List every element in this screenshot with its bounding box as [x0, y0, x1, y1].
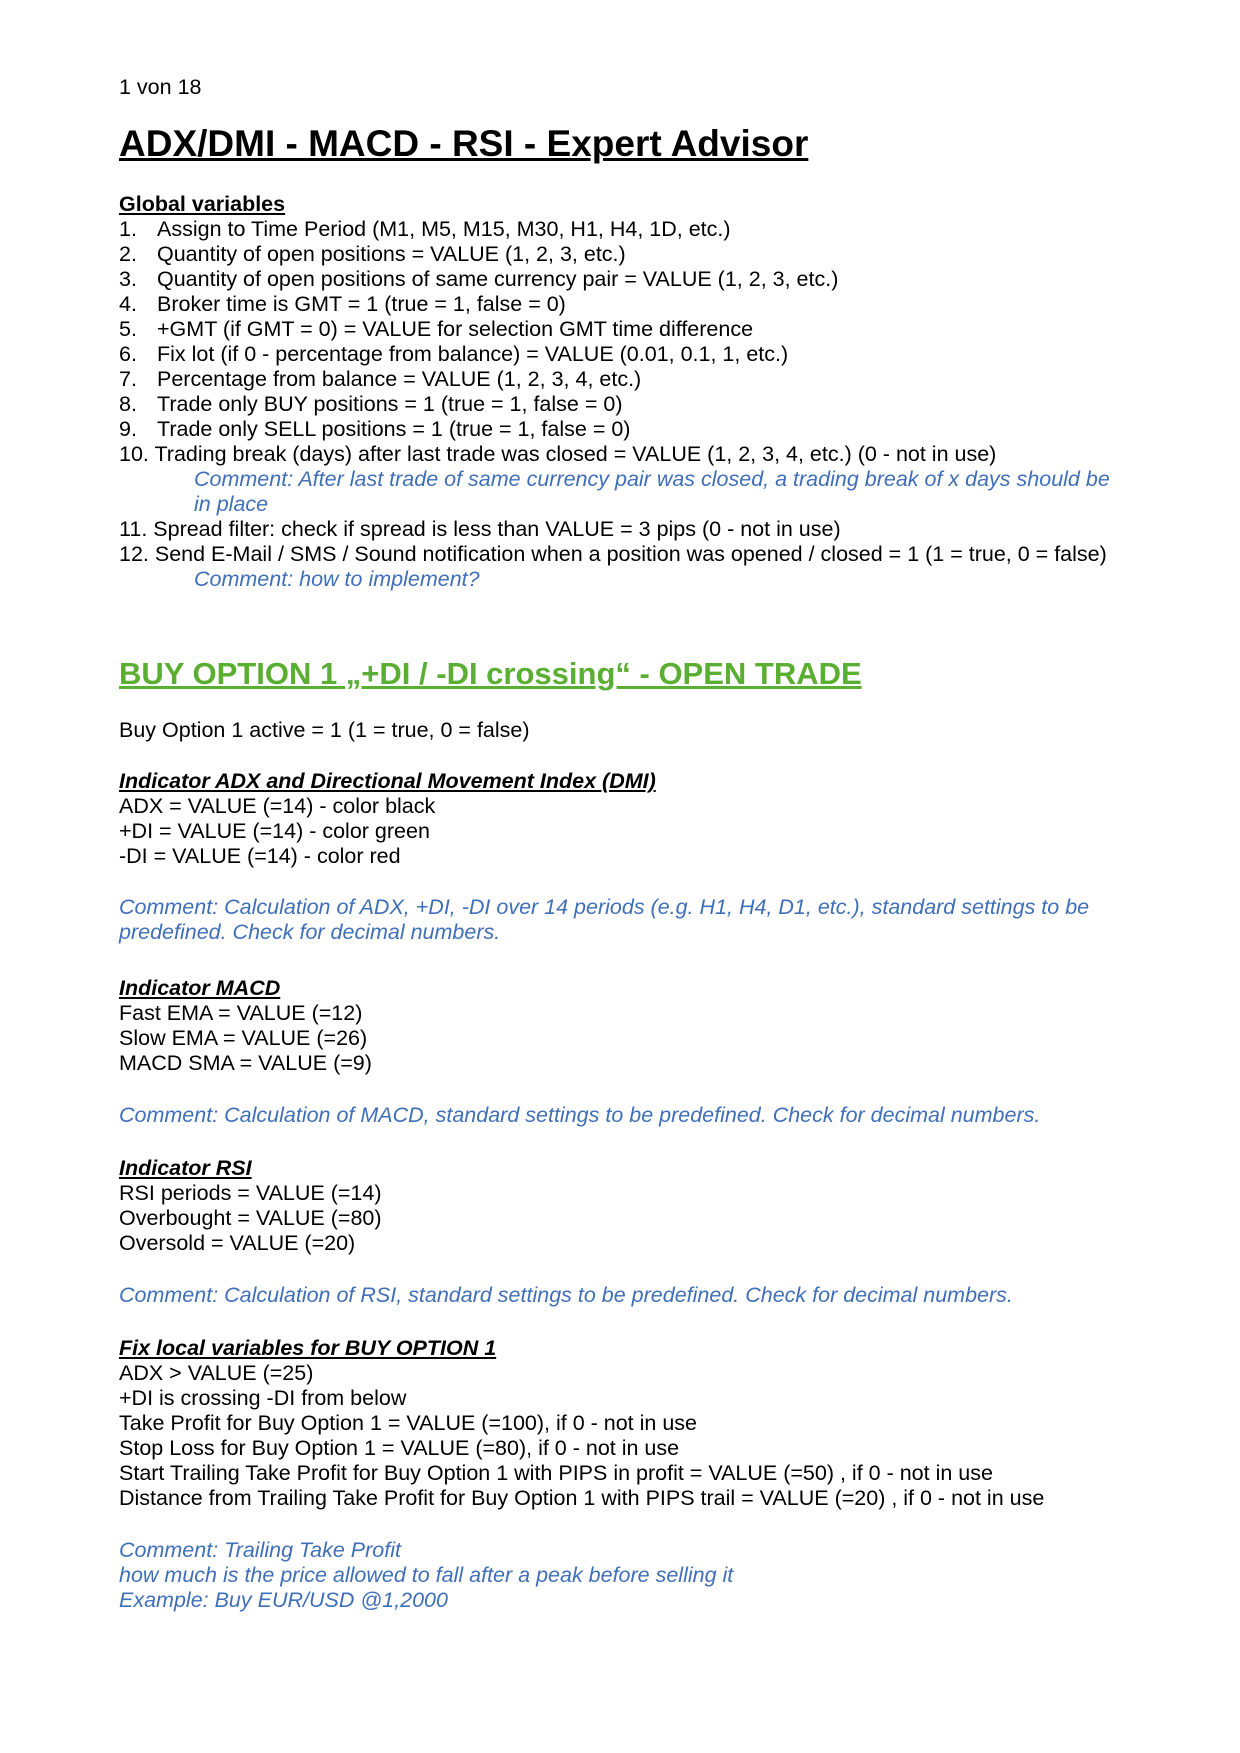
- minus-di-line: -DI = VALUE (=14) - color red: [119, 844, 401, 868]
- list-item-text: Trade only SELL positions = 1 (true = 1, false = 0): [157, 417, 631, 441]
- rsi-heading: Indicator RSI: [119, 1156, 252, 1180]
- list-item-number: 1.: [119, 217, 137, 241]
- list-item-number: 3.: [119, 267, 137, 291]
- buy-option-active-line: Buy Option 1 active = 1 (1 = true, 0 = false): [119, 718, 530, 742]
- fix-local-variables-heading: Fix local variables for BUY OPTION 1: [119, 1336, 497, 1360]
- global-variables-list: [119, 217, 1129, 442]
- comment-item-10: Comment: After last trade of same currency pair was closed, a trading break of x days should be in place: [194, 467, 1110, 516]
- list-item-number: 8.: [119, 392, 137, 416]
- trailing-comment-line: how much is the price allowed to fall after a peak before selling it: [119, 1563, 734, 1587]
- list-item: [119, 267, 1129, 292]
- comment-item-12: Comment: how to implement?: [194, 567, 480, 591]
- list-item: [119, 417, 1129, 442]
- list-item-text: Fix lot (if 0 - percentage from balance) = VALUE (0.01, 0.1, 1, etc.): [157, 342, 789, 366]
- start-trailing-line: Start Trailing Take Profit for Buy Option 1 with PIPS in profit = VALUE (=50) , if 0 - not in use: [119, 1461, 993, 1485]
- list-item: [119, 292, 1129, 317]
- macd-comment: Comment: Calculation of MACD, standard settings to be predefined. Check for decimal numbers.: [119, 1103, 1041, 1127]
- list-item: [119, 342, 1129, 367]
- adx-dmi-section: [119, 769, 1129, 869]
- list-item: [119, 317, 1129, 342]
- list-item-number: 5.: [119, 317, 137, 341]
- take-profit-line: Take Profit for Buy Option 1 = VALUE (=100), if 0 - not in use: [119, 1411, 698, 1435]
- rsi-section: [119, 1156, 1129, 1256]
- list-item-number: 4.: [119, 292, 137, 316]
- adx-dmi-heading: Indicator ADX and Directional Movement Index (DMI): [119, 769, 656, 793]
- trailing-comment-line: Example: Buy EUR/USD @1,2000: [119, 1588, 448, 1612]
- slow-ema-line: Slow EMA = VALUE (=26): [119, 1026, 368, 1050]
- adx-comment: Comment: Calculation of ADX, +DI, -DI over 14 periods (e.g. H1, H4, D1, etc.), standard settings to be predefined. Check for decimal numbers.: [119, 895, 1090, 944]
- list-item-11: 11. Spread filter: check if spread is less than VALUE = 3 pips (0 - not in use): [119, 517, 841, 541]
- list-item: [119, 242, 1129, 267]
- list-item-text: Percentage from balance = VALUE (1, 2, 3, 4, etc.): [157, 367, 642, 391]
- rsi-comment: Comment: Calculation of RSI, standard settings to be predefined. Check for decimal numbers.: [119, 1283, 1013, 1307]
- macd-heading: Indicator MACD: [119, 976, 281, 1000]
- adx-line: ADX = VALUE (=14) - color black: [119, 794, 436, 818]
- trailing-comment: [119, 1538, 1129, 1613]
- list-item-number: 2.: [119, 242, 137, 266]
- overbought-line: Overbought = VALUE (=80): [119, 1206, 382, 1230]
- stop-loss-line: Stop Loss for Buy Option 1 = VALUE (=80), if 0 - not in use: [119, 1436, 680, 1460]
- adx-threshold-line: ADX > VALUE (=25): [119, 1361, 314, 1385]
- global-variables-section: [119, 192, 1129, 592]
- global-variables-heading: Global variables: [119, 192, 286, 216]
- document-title: ADX/DMI - MACD - RSI - Expert Advisor: [119, 123, 809, 164]
- fast-ema-line: Fast EMA = VALUE (=12): [119, 1001, 363, 1025]
- page-number: 1 von 18: [119, 75, 202, 99]
- list-item: [119, 217, 1129, 242]
- list-item-number: 7.: [119, 367, 137, 391]
- fix-local-variables-section: [119, 1336, 1129, 1511]
- list-item-number: 9.: [119, 417, 137, 441]
- buy-option-1-title: BUY OPTION 1 „+DI / -DI crossing“ - OPEN TRADE: [119, 656, 862, 691]
- list-item-text: Quantity of open positions of same currency pair = VALUE (1, 2, 3, etc.): [157, 267, 839, 291]
- trailing-distance-line: Distance from Trailing Take Profit for Buy Option 1 with PIPS trail = VALUE (=20) , if 0 - not in use: [119, 1486, 1045, 1510]
- list-item: [119, 367, 1129, 392]
- list-item-12: 12. Send E-Mail / SMS / Sound notification when a position was opened / closed = 1 (1 = true, 0 = false): [119, 542, 1107, 566]
- macd-section: [119, 976, 1129, 1076]
- rsi-periods-line: RSI periods = VALUE (=14): [119, 1181, 382, 1205]
- macd-sma-line: MACD SMA = VALUE (=9): [119, 1051, 372, 1075]
- list-item: [119, 392, 1129, 417]
- list-item-10: 10. Trading break (days) after last trade was closed = VALUE (1, 2, 3, 4, etc.) (0 - not in use): [119, 442, 997, 466]
- oversold-line: Oversold = VALUE (=20): [119, 1231, 356, 1255]
- list-item-text: Broker time is GMT = 1 (true = 1, false = 0): [157, 292, 566, 316]
- plus-di-line: +DI = VALUE (=14) - color green: [119, 819, 430, 843]
- list-item-text: Quantity of open positions = VALUE (1, 2, 3, etc.): [157, 242, 626, 266]
- list-item-number: 6.: [119, 342, 137, 366]
- list-item-text: Trade only BUY positions = 1 (true = 1, false = 0): [157, 392, 623, 416]
- di-crossing-line: +DI is crossing -DI from below: [119, 1386, 407, 1410]
- trailing-comment-line: Comment: Trailing Take Profit: [119, 1538, 401, 1562]
- list-item-text: +GMT (if GMT = 0) = VALUE for selection GMT time difference: [157, 317, 754, 341]
- list-item-text: Assign to Time Period (M1, M5, M15, M30, H1, H4, 1D, etc.): [157, 217, 731, 241]
